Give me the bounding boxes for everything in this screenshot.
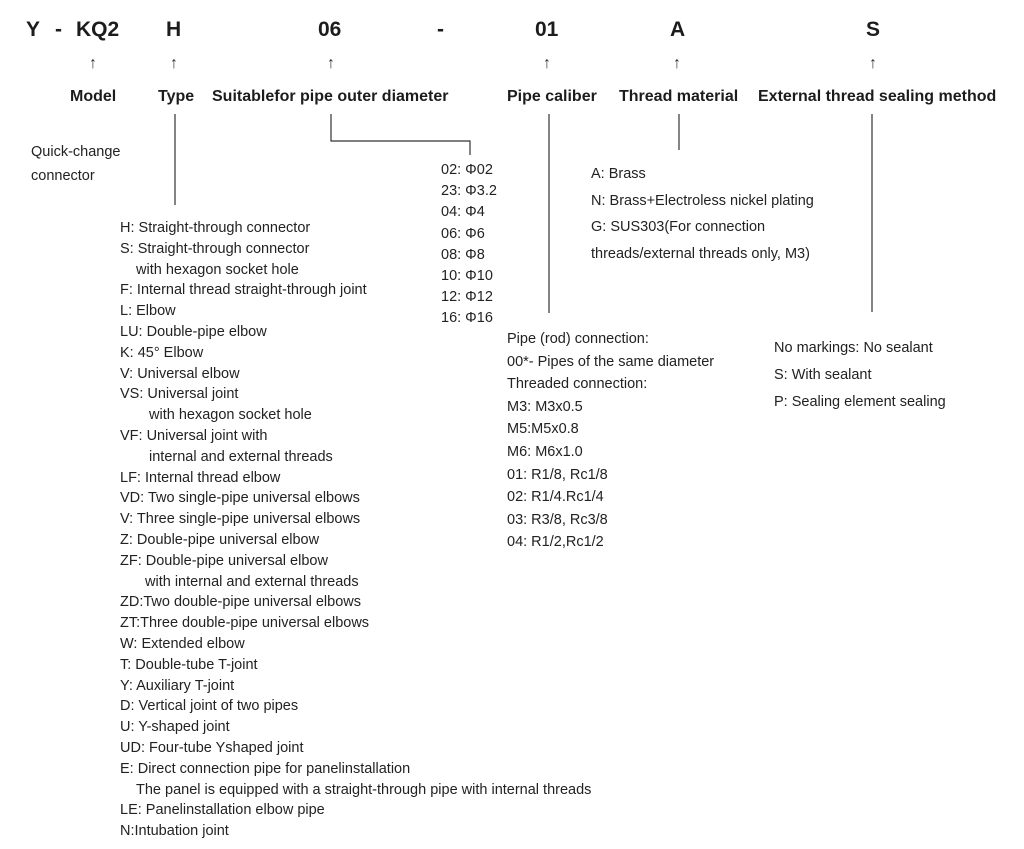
type-item: ZD:Two double-pipe universal elbows [120,594,361,611]
type-item: L: Elbow [120,303,176,320]
material-list [591,161,814,267]
diameter-item: 08: Φ8 [441,246,485,263]
diameter-connector-line [331,114,470,155]
header-caliber: Pipe caliber [507,88,597,105]
sealing-list [774,335,946,416]
code-kq2: KQ2 [76,18,120,41]
type-item: with hexagon socket hole [149,407,312,424]
type-item: S: Straight-through connector [120,240,310,257]
type-item: F: Internal thread straight-through joint [120,282,367,299]
arrow-up-icon: ↑ [327,55,335,72]
material-item: G: SUS303(For connection [591,219,766,235]
code-y: Y [26,18,41,41]
arrow-up-icon: ↑ [869,55,877,72]
type-item: W: Extended elbow [120,635,245,652]
code-type-h: H [166,18,182,41]
code-dash-2: - [437,18,444,41]
caliber-item: Pipe (rod) connection: [507,331,649,347]
sealing-item: No markings: No sealant [774,340,933,356]
type-item: VD: Two single-pipe universal elbows [120,490,360,507]
caliber-item: 01: R1/8, Rc1/8 [507,466,608,483]
caliber-item: 00*- Pipes of the same diameter [507,353,715,370]
caliber-item: M6: M6x1.0 [507,443,583,460]
type-item: H: Straight-through connector [120,220,311,236]
type-item: U: Y-shaped joint [120,719,230,736]
type-item: T: Double-tube T-joint [120,656,258,673]
material-item: threads/external threads only, M3) [591,245,810,262]
caliber-item: M3: M3x0.5 [507,398,583,415]
type-item: Z: Double-pipe universal elbow [120,531,320,548]
type-item: UD: Four-tube Yshaped joint [120,739,304,756]
type-item: ZT:Three double-pipe universal elbows [120,615,370,632]
type-item: D: Vertical joint of two pipes [120,698,299,715]
material-item: A: Brass [591,166,646,182]
type-item: with hexagon socket hole [136,261,299,278]
type-item: with internal and external threads [145,573,359,590]
header-material: Thread material [619,88,739,105]
caliber-item: 03: R3/8, Rc3/8 [507,511,608,528]
arrow-up-icon: ↑ [89,55,97,72]
type-item: LF: Internal thread elbow [120,469,281,486]
type-item: K: 45° Elbow [120,344,204,361]
material-item: N: Brass+Electroless nickel plating [591,192,814,209]
arrow-up-icon: ↑ [543,55,551,72]
type-item: ZF: Double-pipe universal elbow [120,552,328,569]
type-item: internal and external threads [149,448,333,465]
caliber-item: 02: R1/4.Rc1/4 [507,489,604,506]
type-item: VF: Universal joint with [120,427,268,444]
diameter-item: 02: Φ02 [441,162,493,178]
caliber-list [507,328,714,554]
type-item: LE: Panelinstallation elbow pipe [120,802,325,819]
code-sealing-s: S [866,18,881,41]
sealing-item: S: With sealant [774,367,872,383]
type-item: N:Intubation joint [120,823,229,840]
model-desc-line: connector [31,168,95,184]
type-item: E: Direct connection pipe for panelinstallation [120,760,411,777]
caliber-item: 04: R1/2,Rc1/2 [507,534,604,551]
type-item: LU: Double-pipe elbow [120,323,267,340]
type-item: VS: Universal joint [120,386,239,403]
model-desc-line: Quick-change [31,144,121,160]
header-type: Type [158,88,195,105]
type-item: V: Universal elbow [120,365,240,382]
code-diameter-06: 06 [318,18,342,41]
type-item: The panel is equipped with a straight-through pipe with internal threads [136,781,592,798]
diameter-item: 04: Φ4 [441,204,485,221]
model-description [31,140,120,188]
diameter-item: 12: Φ12 [441,289,493,306]
arrow-up-icon: ↑ [673,55,681,72]
code-caliber-01: 01 [535,18,559,41]
diameter-item: 10: Φ10 [441,268,493,285]
diameter-list [441,160,497,330]
code-dash-1: - [55,18,62,41]
type-item: Y: Auxiliary T-joint [120,677,235,694]
code-material-a: A [670,18,686,41]
diameter-item: 06: Φ6 [441,225,485,242]
caliber-item: Threaded connection: [507,376,648,393]
header-diameter: Suitablefor pipe outer diameter [212,88,449,105]
diameter-item: 16: Φ16 [441,310,493,327]
sealing-item: P: Sealing element sealing [774,394,946,410]
diameter-item: 23: Φ3.2 [441,183,497,200]
type-item: V: Three single-pipe universal elbows [120,511,361,528]
arrow-up-icon: ↑ [170,55,178,72]
header-model: Model [70,88,117,105]
caliber-item: M5:M5x0.8 [507,421,579,438]
header-sealing: External thread sealing method [758,88,997,105]
